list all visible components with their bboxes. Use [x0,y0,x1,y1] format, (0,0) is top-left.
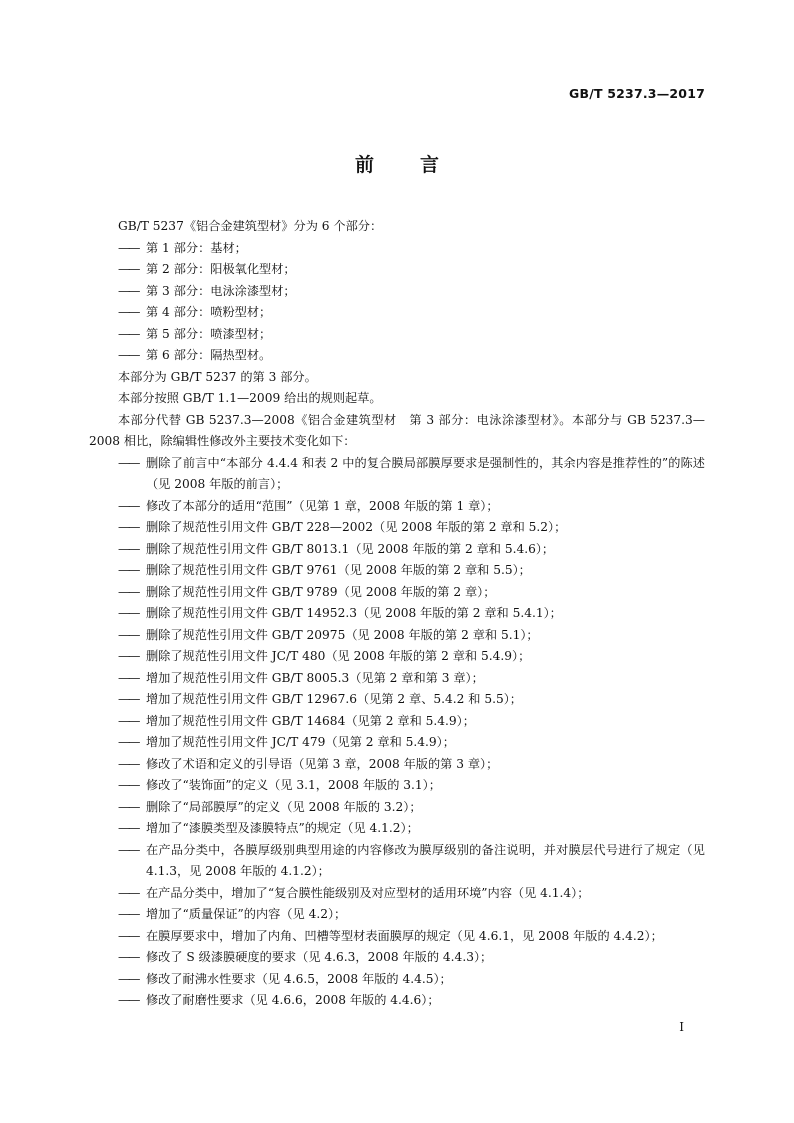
list-item [89,582,705,604]
foreword-body [89,216,705,1012]
list-item [89,818,705,840]
dash-marker: —— [118,756,139,771]
page-number: I [679,1020,684,1034]
dash-marker: —— [118,842,139,857]
part-label: 第 5 部分：喷漆型材； [146,326,272,341]
list-item [89,603,705,625]
page-title: 前言 [354,154,485,176]
change-text: 删除了规范性引用文件 GB/T 14952.3（见 2008 年版的第 2 章和 5.4.1）； [146,606,562,620]
dash-marker: —— [118,541,139,556]
change-text: 修改了 S 级漆膜硬度的要求（见 4.6.3，2008 年版的 4.4.3）； [146,950,493,964]
list-item [89,281,705,303]
list-item [89,840,705,883]
list-item [89,259,705,281]
change-text: 在膜厚要求中，增加了内角、凹槽等型材表面膜厚的规定（见 4.6.1，见 2008 年版的 4.4.2）； [146,928,663,943]
list-item [89,904,705,926]
dash-marker: —— [118,950,139,964]
change-text: 增加了规范性引用文件 JC/T 479（见第 2 章和 5.4.9）； [146,735,455,749]
list-item [89,324,705,346]
dash-marker: —— [118,692,139,706]
change-text: 删除了规范性引用文件 GB/T 9789（见 2008 年版的第 2 章）； [146,584,496,599]
change-text: 增加了规范性引用文件 GB/T 8005.3（见第 2 章和第 3 章）； [146,670,484,685]
dash-marker: —— [118,627,139,642]
standard-number: GB/T 5237.3—2017 [569,86,705,101]
list-item [89,732,705,754]
dash-marker: —— [118,993,139,1007]
change-text: 修改了术语和定义的引导语（见第 3 章，2008 年版的第 3 章）； [146,756,499,771]
dash-marker: —— [118,778,139,792]
dash-marker: —— [118,262,139,276]
list-item [89,990,705,1012]
change-text: 删除了规范性引用文件 GB/T 8013.1（见 2008 年版的第 2 章和 5.4.6）； [146,541,555,556]
dash-marker: —— [118,584,139,599]
change-text: 在产品分类中，各膜厚级别典型用途的内容修改为膜厚级别的备注说明，并对膜层代号进行了规定（见 4.1.3，见 2008 年版的 4.1.2）； [146,842,705,878]
change-text: 删除了规范性引用文件 GB/T 20975（见 2008 年版的第 2 章和 5.1）； [146,627,539,642]
dash-marker: —— [118,735,139,749]
list-item [89,947,705,969]
part-label: 第 1 部分：基材； [146,240,247,255]
list-item [89,302,705,324]
list-item [89,625,705,647]
part-label: 第 2 部分：阳极氧化型材； [146,262,296,276]
part-label: 第 3 部分：电泳涂漆型材； [146,283,296,298]
part-label: 第 4 部分：喷粉型材； [146,305,272,319]
change-text: 删除了规范性引用文件 GB/T 9761（见 2008 年版的第 2 章和 5.5）； [146,563,531,577]
dash-marker: —— [118,455,139,470]
dash-marker: —— [118,606,139,620]
change-text: 删除了规范性引用文件 GB/T 228—2002（见 2008 年版的第 2 章和 5.2）； [146,520,567,534]
dash-marker: —— [118,348,139,362]
list-item [89,453,705,496]
change-text: 增加了“质量保证”的内容（见 4.2）； [146,907,347,921]
list-item [89,560,705,582]
change-text: 增加了“漆膜类型及漆膜特点”的规定（见 4.1.2）； [146,821,419,835]
dash-marker: —— [118,971,139,986]
list-item [89,754,705,776]
list-item [89,883,705,905]
statement-rules: 本部分按照 GB/T 1.1—2009 给出的规则起草。 [118,391,382,405]
list-item [89,238,705,260]
statement-part: 本部分为 GB/T 5237 的第 3 部分。 [118,369,317,384]
list-item [89,775,705,797]
change-text: 修改了“装饰面”的定义（见 3.1，2008 年版的 3.1）； [146,778,441,792]
changes-list [89,453,705,1012]
dash-marker: —— [118,885,139,900]
list-item [89,517,705,539]
change-text: 删除了前言中“本部分 4.4.4 和表 2 中的复合膜局部膜厚要求是强制性的，其余内容是推荐性的”的陈述（见 2008 年版的前言）； [146,455,705,491]
change-text: 修改了耐磨性要求（见 4.6.6，2008 年版的 4.4.6）； [146,993,440,1007]
dash-marker: —— [118,928,139,943]
dash-marker: —— [118,563,139,577]
list-item [89,689,705,711]
dash-marker: —— [118,907,139,921]
change-text: 修改了本部分的适用“范围”（见第 1 章，2008 年版的第 1 章）； [146,498,499,513]
dash-marker: —— [118,283,139,298]
part-label: 第 6 部分：隔热型材。 [146,348,272,362]
dash-marker: —— [118,240,139,255]
list-item [89,969,705,991]
parts-list [89,238,705,367]
statement-replace: 本部分代替 GB 5237.3—2008《铝合金建筑型材 第 3 部分：电泳涂漆型材》。本部分与 GB 5237.3—2008 相比，除编辑性修改外主要技术变化如下： [89,412,705,448]
list-item [89,345,705,367]
intro-paragraph: GB/T 5237《铝合金建筑型材》分为 6 个部分： [118,219,383,233]
dash-marker: —— [118,520,139,534]
dash-marker: —— [118,498,139,513]
list-item [89,496,705,518]
list-item [89,926,705,948]
change-text: 增加了规范性引用文件 GB/T 14684（见第 2 章和 5.4.9）； [146,713,475,728]
dash-marker: —— [118,305,139,319]
change-text: 增加了规范性引用文件 GB/T 12967.6（见第 2 章、5.4.2 和 5.5）； [146,692,522,706]
dash-marker: —— [118,821,139,835]
dash-marker: —— [118,799,139,814]
list-item [89,539,705,561]
dash-marker: —— [118,326,139,341]
list-item [89,668,705,690]
change-text: 删除了规范性引用文件 JC/T 480（见 2008 年版的第 2 章和 5.4.9）； [146,649,531,663]
change-text: 修改了耐沸水性要求（见 4.6.5，2008 年版的 4.4.5）； [146,971,452,986]
dash-marker: —— [118,713,139,728]
list-item [89,646,705,668]
change-text: 删除了“局部膜厚”的定义（见 2008 年版的 3.2）； [146,799,422,814]
change-text: 在产品分类中，增加了“复合膜性能级别及对应型材的适用环境”内容（见 4.1.4）； [146,885,590,900]
list-item [89,711,705,733]
dash-marker: —— [118,670,139,685]
list-item [89,797,705,819]
dash-marker: —— [118,649,139,663]
